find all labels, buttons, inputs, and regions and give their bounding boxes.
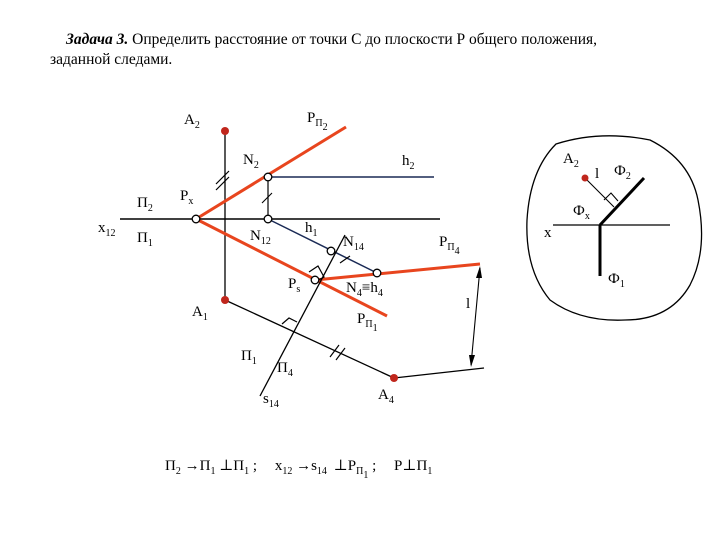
task-title-line-1: Задача 3. Определить расстояние от точки С до плоскости Р общего положения, [66, 31, 597, 48]
tick-mark [330, 345, 339, 357]
inset-label-a2: $A_2$ [563, 151, 579, 170]
point-a4 [390, 374, 398, 382]
perp-mark-a [282, 318, 297, 324]
label-pi1-s: $П_1$ [241, 348, 257, 367]
inset-label-phi1: $Ф_1$ [608, 271, 625, 290]
label-n12: $N_{12}$ [250, 228, 271, 247]
inset-distance-line [585, 178, 614, 207]
label-s14: $s_{14}$ [263, 391, 279, 410]
inset-label-l: l [595, 166, 600, 182]
label-n14: $N_{14}$ [343, 234, 364, 253]
point-px [192, 215, 200, 223]
inset-phi2-trace [600, 178, 644, 225]
trace-p-pi2 [196, 127, 346, 219]
point-ps [311, 276, 319, 284]
point-n12 [264, 215, 272, 223]
label-h2: $h_2$ [402, 153, 415, 172]
label-pi2: $П_2$ [137, 195, 153, 214]
label-n4-h4: $N_4\equiv h_4$ [346, 280, 383, 299]
task-title-line-2: заданной следами. [50, 51, 173, 68]
label-p-pi1: $P_{П1}$ [357, 311, 378, 334]
arrow-head [476, 266, 482, 278]
label-px: $P_x$ [180, 188, 194, 207]
label-a2: $A_2$ [184, 112, 200, 131]
a4-perpendicular [394, 368, 484, 378]
label-pi1: $П_1$ [137, 230, 153, 249]
inset-label-x: x [544, 225, 552, 241]
tick-mark [336, 348, 345, 360]
label-p-pi2: $P_{П2}$ [307, 110, 328, 133]
label-a4: $A_4$ [378, 387, 394, 406]
label-ps: $P_s$ [288, 276, 301, 295]
tick-mark [262, 193, 272, 203]
point-a2 [221, 127, 229, 135]
label-p-pi4: $P_{П4}$ [439, 234, 460, 257]
arrow-head [469, 355, 475, 367]
tick-mark [216, 171, 229, 184]
label-l: l [466, 296, 471, 312]
trace-p-pi4 [315, 264, 480, 280]
label-pi4: $П_4$ [277, 360, 293, 379]
point-n14 [327, 247, 335, 255]
point-n4 [373, 269, 381, 277]
a1-a4-link-line [225, 300, 394, 378]
point-a1 [221, 296, 229, 304]
inset-label-phix: $Ф_x$ [573, 203, 590, 222]
tick-mark [216, 177, 229, 190]
label-n2: $N_2$ [243, 152, 259, 171]
label-h1: $h_1$ [305, 220, 318, 239]
inset-point-a2 [582, 175, 589, 182]
formula-line: $П_2$ $\to П_1$ $\perp П_1$ ; $x_{12}$ $\to s_{14}$ $\perp P_{П1}$ ; $P\perp П_1$ [165, 458, 433, 481]
dimension-line-l [471, 268, 480, 365]
inset-label-phi2: $Ф_2$ [614, 163, 631, 182]
point-n2 [264, 173, 272, 181]
label-a1: $A_1$ [192, 304, 208, 323]
label-x12: $x_{12}$ [98, 220, 116, 239]
